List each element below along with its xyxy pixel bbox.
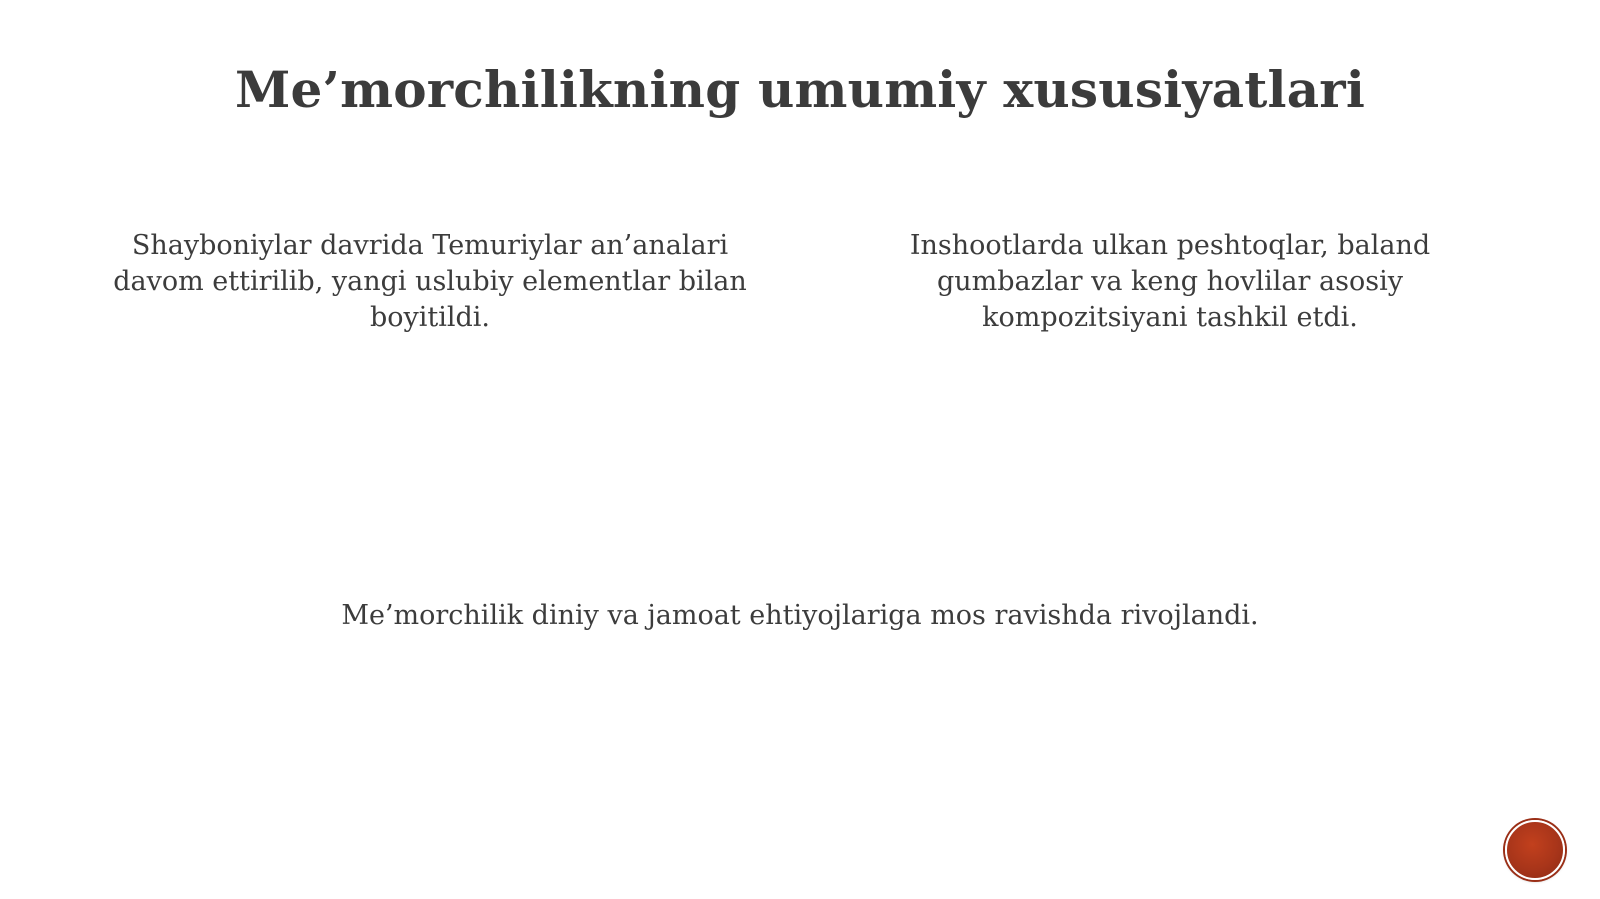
right-text-block: Inshootlarda ulkan peshtoqlar, baland gumbazlar va keng hovlilar asosiy kompozitsiyani tashkil etdi. [909,230,1431,333]
left-text-block: Shayboniylar davrida Temuriylar an’analari davom ettirilib, yangi uslubiy elementlar bilan boyitildi. [113,230,747,333]
slide-nav-circle-icon[interactable] [1505,820,1565,880]
bottom-text-block: Me’morchilik diniy va jamoat ehtiyojlariga mos ravishda rivojlandi. [341,600,1259,631]
slide-title: Me’morchilikning umumiy xususiyatlari [234,60,1366,119]
